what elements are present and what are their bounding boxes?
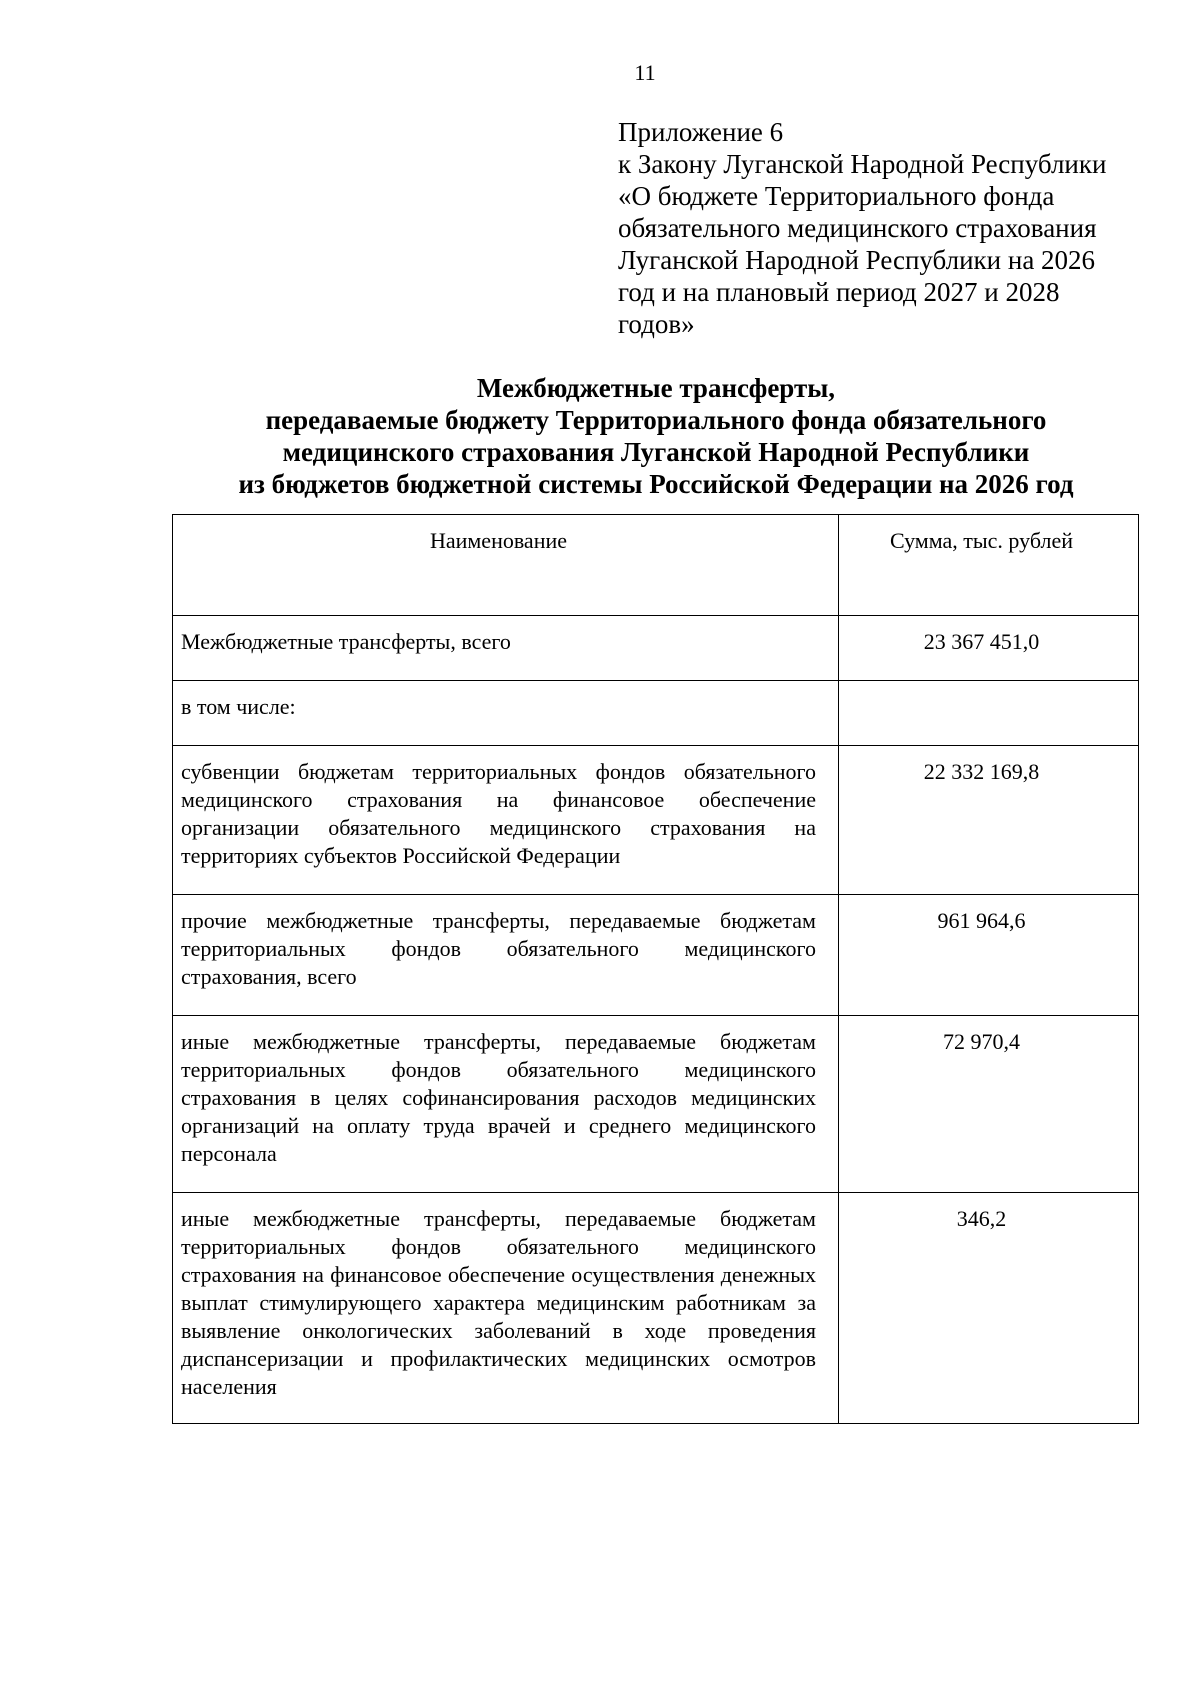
page-number: 11 [634, 60, 656, 85]
row-name-text: Межбюджетные трансферты, всего [181, 629, 511, 654]
table-row [173, 746, 1139, 895]
row-name [173, 1193, 839, 1424]
table-row [173, 895, 1139, 1016]
table-header-row [173, 515, 1139, 616]
table-row [173, 1193, 1139, 1424]
table-row [173, 681, 1139, 746]
title-line: передаваемые бюджету Территориального фонда обязательного [265, 405, 1047, 435]
row-name-text: в том числе: [181, 694, 296, 719]
title-line: Межбюджетные трансферты, [476, 373, 836, 403]
row-sum: 346,2 [838, 1193, 1138, 1424]
appendix-line: «О бюджете Территориального фонда [618, 181, 1055, 211]
row-sum: 72 970,4 [838, 1016, 1138, 1193]
appendix-line: Приложение 6 [618, 117, 784, 147]
row-name [173, 681, 839, 746]
header-sum: Сумма, тыс. рублей [838, 515, 1138, 616]
header-name: Наименование [173, 515, 839, 616]
appendix-line: Луганской Народной Республики на 2026 [618, 245, 1096, 275]
appendix-line: год и на плановый период 2027 и 2028 [618, 277, 1060, 307]
appendix-line: к Закону Луганской Народной Республики [618, 149, 1107, 179]
row-sum [838, 681, 1138, 746]
row-name [173, 746, 839, 895]
table-row [173, 616, 1139, 681]
row-name [173, 1016, 839, 1193]
row-name-text: субвенции бюджетам территориальных фондов обязательного медицинского страхования на финансовое обеспечение организации обязательного медицинского страхования на территориях субъектов Российской Федерации [181, 759, 816, 868]
row-name [173, 895, 839, 1016]
row-sum: 961 964,6 [838, 895, 1138, 1016]
row-name-text: иные межбюджетные трансферты, передаваемые бюджетам территориальных фондов обязательного медицинского страхования на финансовое обеспечение осуществления денежных выплат стимулирующего характера медицинским работникам за выявление онкологических заболеваний в ходе проведения диспансеризации и профилактических медицинских осмотров населения [181, 1206, 816, 1399]
row-name [173, 616, 839, 681]
transfers-table [172, 514, 1139, 1424]
row-name-text: прочие межбюджетные трансферты, передаваемые бюджетам территориальных фондов обязательного медицинского страхования, всего [181, 908, 816, 989]
row-sum: 22 332 169,8 [838, 746, 1138, 895]
document-title [172, 372, 1140, 500]
appendix-line: годов» [618, 309, 695, 339]
table-row [173, 1016, 1139, 1193]
appendix-reference [618, 116, 1138, 340]
title-line: медицинского страхования Луганской Народной Республики [282, 437, 1030, 467]
appendix-line: обязательного медицинского страхования [618, 213, 1097, 243]
row-name-text: иные межбюджетные трансферты, передаваемые бюджетам территориальных фондов обязательного медицинского страхования в целях софинансирования расходов медицинских организаций на оплату труда врачей и среднего медицинского персонала [181, 1029, 816, 1166]
row-sum: 23 367 451,0 [838, 616, 1138, 681]
title-line: из бюджетов бюджетной системы Российской Федерации на 2026 год [238, 469, 1074, 499]
